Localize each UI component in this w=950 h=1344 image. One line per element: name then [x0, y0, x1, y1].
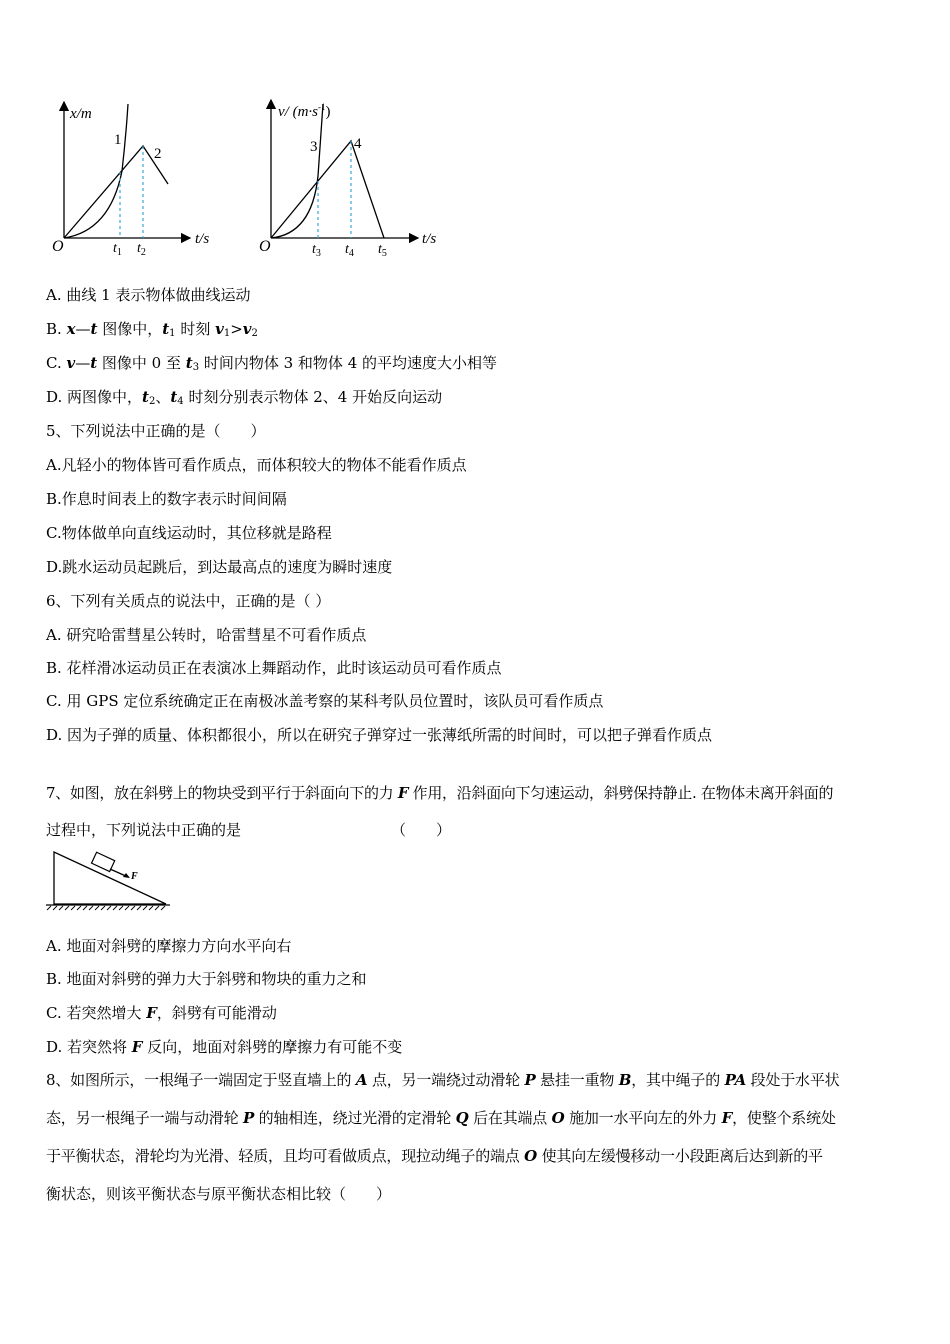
force-label: F [131, 871, 138, 882]
q7-c-force: F [146, 1004, 157, 1022]
q8-l2-e: ，使整个系统处 [732, 1109, 836, 1127]
q8-l2-c: 后在其端点 [468, 1109, 552, 1127]
q7-option-b: B. 地面对斜劈的弹力大于斜劈和物块的重力之和 [46, 970, 367, 988]
q6-option-d: D. 因为子弹的质量、体积都很小，所以在研究子弹穿过一张薄纸所需的时间时，可以把子弹看作质点 [46, 726, 713, 744]
q8-force-f: F [721, 1109, 733, 1127]
q4-b-prefix: B. [46, 320, 67, 338]
vt-curve-3 [271, 104, 323, 238]
vt-curve-3-label: 3 [310, 139, 318, 155]
vt-t5-label: $t_5$ [378, 242, 387, 259]
q8-l2-pulley-p: P [242, 1109, 255, 1127]
q8-l2-a: 态，另一根绳子一端与动滑轮 [46, 1109, 243, 1127]
q4-c-t3: t [185, 354, 193, 372]
vt-curve-4-label: 4 [354, 136, 362, 152]
q8-stem-line2 [46, 1108, 836, 1128]
vt-t3-label: $t_3$ [312, 242, 321, 259]
q7-answer-paren: （ ） [391, 821, 452, 839]
q8-pulley-p: P [524, 1071, 536, 1089]
q4-b-v2: v [242, 320, 252, 338]
q4-d-t2-sub: 2 [148, 396, 156, 407]
q8-l2-b: 的轴相连，绕过光滑的定滑轮 [254, 1109, 456, 1127]
vt-line-4 [271, 141, 384, 238]
xt-graph-svg [40, 96, 230, 256]
q5-option-a: A.凡轻小的物体皆可看作质点，而体积较大的物体不能看作质点 [46, 456, 467, 474]
q8-segment-pa: PA [724, 1071, 747, 1089]
incline-svg [44, 848, 174, 912]
q4-b-t: t [90, 320, 98, 338]
q4-b-t1: t [162, 320, 170, 338]
q8-point-a: A [355, 1071, 368, 1089]
xt-y-label: x/m [70, 106, 92, 122]
q4-c-rest: 时间内物体 3 和物体 4 的平均速度大小相等 [199, 354, 498, 372]
q8-stem-line1 [46, 1070, 839, 1090]
q6-option-c: C. 用 GPS 定位系统确定正在南极冰盖考察的某科考队员位置时，该队员可看作质点 [46, 692, 604, 710]
q4-b-x: x [66, 320, 76, 338]
q5-option-b: B.作息时间表上的数字表示时间间隔 [46, 490, 287, 508]
q4-d-comma: 、 [155, 388, 171, 406]
xt-curve-2-label: 2 [154, 146, 162, 162]
ground-hatching [47, 906, 165, 910]
q8-l1-c: 悬挂一重物 [535, 1071, 619, 1089]
q4-b-v1: v [215, 320, 224, 338]
q4-option-c [46, 353, 497, 378]
q8-stem-line3 [46, 1146, 823, 1166]
q4-b-mid: 图像中， [97, 320, 163, 338]
xt-origin: O [52, 238, 64, 255]
q7-option-c [46, 1003, 277, 1023]
q8-l1-a: 8、如图所示，一根绳子一端固定于竖直墙上的 [46, 1071, 356, 1089]
q7-stem-line1 [46, 783, 833, 803]
q4-c-t: t [90, 354, 98, 372]
q7-c-post: ，斜劈有可能滑动 [156, 1004, 277, 1022]
q4-option-d [46, 387, 442, 412]
vt-origin: O [259, 238, 271, 255]
q8-weight-b: B [618, 1071, 632, 1089]
xt-t2-label: $t_2$ [137, 241, 146, 256]
q5-option-c: C.物体做单向直线运动时，其位移就是路程 [46, 524, 332, 542]
q7-stem1-pre: 7、如图，放在斜劈上的物块受到平行于斜面向下的力 [46, 784, 398, 802]
q7-option-a: A. 地面对斜劈的摩擦力方向水平向右 [46, 937, 292, 955]
q4-option-a: A. 曲线 1 表示物体做曲线运动 [46, 286, 251, 304]
q5-option-d: D.跳水运动员起跳后，到达最高点的速度为瞬时速度 [46, 558, 393, 576]
q8-l3-b: 使其向左缓慢移动一小段距离后达到新的平 [537, 1147, 823, 1165]
q7-d-force: F [131, 1038, 143, 1056]
q8-l1-b: 点，另一端绕过动滑轮 [367, 1071, 525, 1089]
q4-d-rest: 时刻分别表示物体 2、4 开始反向运动 [183, 388, 443, 406]
q8-l3-point-o: O [524, 1147, 538, 1165]
xt-x-label: t/s [195, 231, 210, 247]
q5-stem: 5、下列说法中正确的是（ ） [46, 422, 266, 440]
q8-l2-d: 施加一水平向左的外力 [564, 1109, 722, 1127]
q8-l1-d: ，其中绳子的 [631, 1071, 725, 1089]
vt-y-label: v/ $(m\cdot s^{-1})$ [278, 102, 331, 120]
q4-b-dash: — [75, 320, 91, 338]
q4-c-t3-sub: 3 [192, 362, 200, 373]
q8-point-o: O [551, 1109, 565, 1127]
q4-b-gt: > [230, 320, 243, 338]
incline-figure [44, 848, 174, 912]
q8-stem-line4: 衡状态，则该平衡状态与原平衡状态相比较（ ） [46, 1185, 392, 1203]
xt-graph-figure [40, 96, 230, 256]
q7-stem-line2 [46, 820, 451, 840]
q4-d-prefix: D. 两图像中， [46, 388, 143, 406]
q6-option-b: B. 花样滑冰运动员正在表演冰上舞蹈动作，此时该运动员可看作质点 [46, 659, 502, 677]
q8-l1-e: 段处于水平状 [746, 1071, 840, 1089]
q7-d-pre: D. 若突然将 [46, 1038, 132, 1056]
vt-x-label: t/s [422, 231, 437, 247]
q7-stem2-text: 过程中，下列说法中正确的是 [46, 821, 242, 839]
vt-graph-svg [250, 96, 460, 261]
q7-stem1-force: F [397, 784, 409, 802]
q4-c-prefix: C. [46, 354, 67, 372]
q6-option-a: A. 研究哈雷彗星公转时，哈雷彗星不可看作质点 [46, 626, 367, 644]
vt-graph-figure [250, 96, 460, 261]
xt-curve-1-label: 1 [114, 132, 122, 148]
q4-b-t1-sub: 1 [169, 328, 176, 339]
q7-c-pre: C. 若突然增大 [46, 1004, 147, 1022]
q4-d-t2: t [142, 388, 149, 406]
xt-t1-label: $t_1$ [113, 241, 122, 256]
vt-t4-label: $t_4$ [345, 242, 354, 259]
q4-option-b [46, 319, 258, 344]
q8-l3-a: 于平衡状态，滑轮均为光滑、轻质，且均可看做质点，现拉动绳子的端点 [46, 1147, 525, 1165]
q4-b-v1-sub: 1 [223, 328, 231, 339]
q7-stem1-post: 作用，沿斜面向下匀速运动，斜劈保持静止. 在物体未离开斜面的 [408, 784, 834, 802]
q4-d-t4-sub: 4 [177, 396, 184, 407]
q4-c-mid: 图像中 0 至 [97, 354, 186, 372]
q4-b-mid2: 时刻 [175, 320, 216, 338]
q8-pulley-q: Q [455, 1109, 469, 1127]
q7-option-d [46, 1037, 402, 1057]
q4-b-v2-sub: 2 [251, 328, 258, 339]
q4-d-t4: t [170, 388, 178, 406]
xt-curve-1 [64, 104, 128, 238]
q4-c-dash: — [75, 354, 91, 372]
q7-d-post: 反向，地面对斜劈的摩擦力有可能不变 [142, 1038, 403, 1056]
block-on-incline [92, 852, 115, 871]
q6-stem: 6、下列有关质点的说法中，正确的是（ ） [46, 592, 331, 610]
q4-c-v: v [66, 354, 76, 372]
